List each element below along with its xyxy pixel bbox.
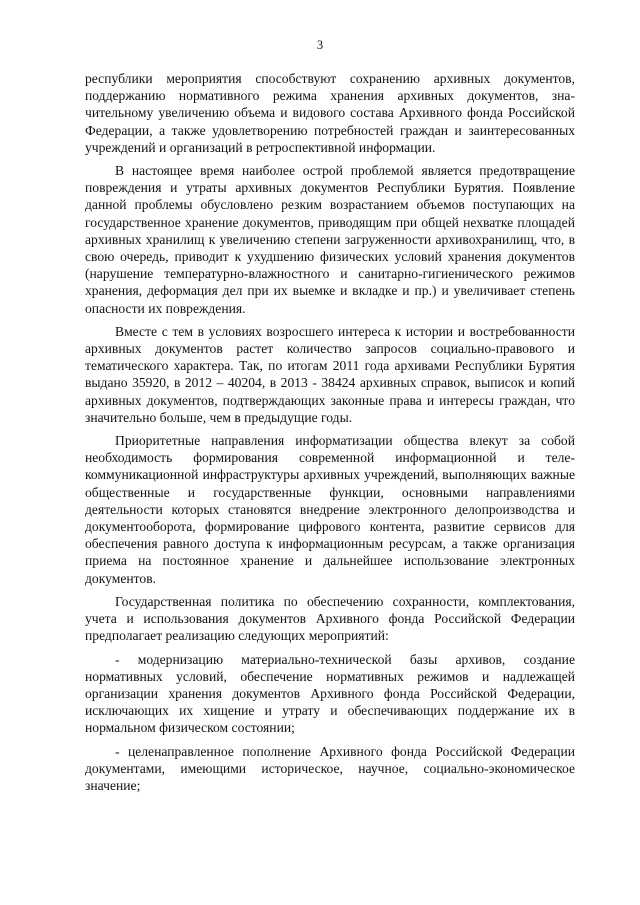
page-number: 3	[316, 38, 324, 52]
paragraph-state-policy: Государственная политика по обеспечению сохранности, комплектования, учета и использования документов Архивного фонда Российской Федерации предполагает реализацию следующих мероприятий:	[85, 593, 575, 644]
list-item-modernization: - модернизацию материально-технической базы архивов, создание нормативных условий, обеспечение нормативных режимов и надлежащей организации хранения документов Архивного фонда Российской Федерации, исключающих их хищение и утрату и обеспечивающих поддержание их в нормальном физическом состоянии;	[85, 651, 575, 736]
list-item-replenishment: - целенаправленное пополнение Архивного фонда Российской Федерации документами, имеющими историческое, научное, социально-экономическое значение;	[85, 743, 575, 793]
paragraph-archive-requests: Вместе с тем в условиях возросшего интереса к истории и востребованности архивных документов растет количество запросов социально-правового и тематического характера. Так, по итогам 2011 года архивами Республики Бурятия выдано 35920, в 2012 – 40204, в 2013 - 38424 архивных справок, выписок и копий архивных документов, подтверждающих законные права и интересы граждан, что значительно больше, чем в предыдущие годы.	[85, 323, 575, 425]
paragraph-continuation: республики мероприятия способствуют сохранению архивных документов, поддержанию нормативного режима хранения архивных документов, значительному увеличению объема и видового состава Архивного фонда Российской Федерации, а также удовлетворению потребностей граждан и заинтересованных учреждений и организаций в ретроспективной информации.	[85, 71, 575, 155]
document-body	[85, 70, 575, 800]
paragraph-main-problem: В настоящее время наиболее острой проблемой является предотвращение повреждения и утраты архивных документов Республики Бурятия. Появление данной проблемы обусловлено резким возрастанием объемов поступающих на государственное хранение документов, приводящим при общей нехватке площадей архивных хранилищ к увеличению степени загруженности архивохранилищ, что, в свою очередь, приводит к ухудшению физических условий хранения документов (нарушение температурно-влажностного и санитарно-гигиенического режимов хранения, деформация дел при их выемке и вкладке и пр.) и увеличивает степень опасности их повреждения.	[85, 163, 575, 316]
paragraph-informatization: Приоритетные направления информатизации общества влекут за собой необходимость формирования современной информационной и телекоммуникационной инфраструктуры архивных учреждений, выполняющих важные общественные и государственные функции, основными направлениями деятельности которых становятся внедрение электронного делопроизводства и документооборота, формирование цифрового контента, развитие сервисов для обеспечения равного доступа к информационным ресурсам, а также организация приема на постоянное хранение и дальнейшее использование электронных документов.	[85, 433, 575, 586]
